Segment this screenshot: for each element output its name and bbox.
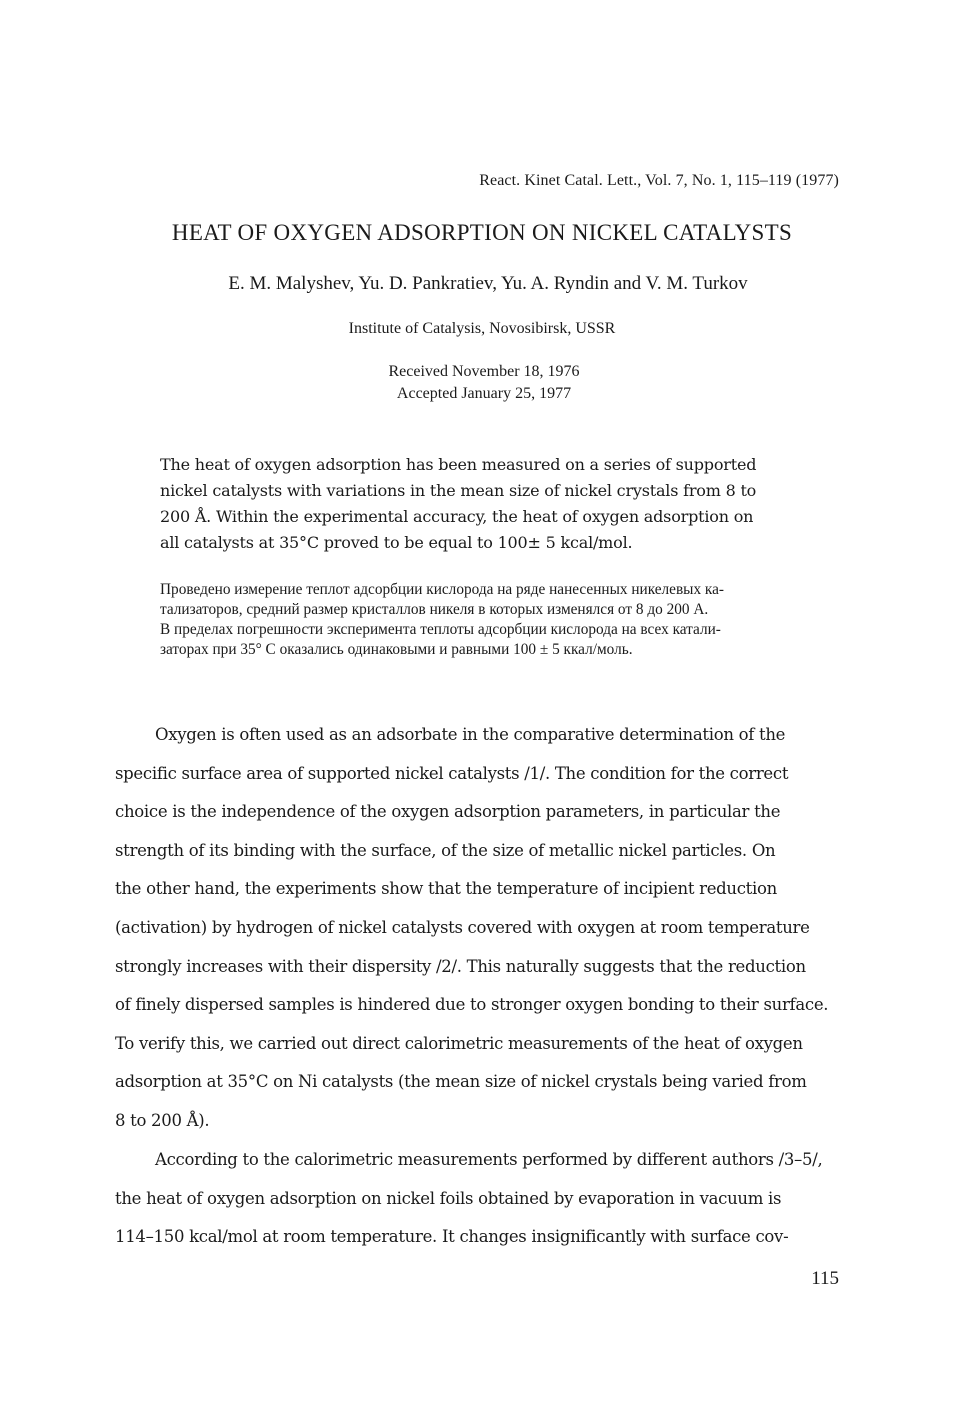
page-number: 115 — [811, 1268, 839, 1289]
text-line: choice is the independence of the oxygen adsorption parameters, in particular the — [115, 802, 781, 822]
text-line: 8 to 200 Å). — [115, 1110, 210, 1130]
abstract-english — [160, 452, 840, 556]
text-line: strength of its binding with the surface, of the size of metallic nickel particles. On — [115, 840, 776, 860]
abstract-line: nickel catalysts with variations in the mean size of nickel crystals from 8 to — [160, 481, 757, 500]
abstract-line: all catalysts at 35°C proved to be equal to 100± 5 kcal/mol. — [160, 533, 633, 552]
text-line: (activation) by hydrogen of nickel catalysts covered with oxygen at room temperature — [115, 917, 810, 937]
text-line: the other hand, the experiments show that the temperature of incipient reduction — [115, 879, 777, 899]
text-line: of finely dispersed samples is hindered due to stronger oxygen bonding to their surface. — [115, 995, 829, 1015]
body-paragraph-2 — [115, 1141, 875, 1257]
text-line: the heat of oxygen adsorption on nickel foils obtained by evaporation in vacuum is — [115, 1188, 782, 1208]
author-list: E. M. Malyshev, Yu. D. Pankratiev, Yu. A. Ryndin and V. M. Turkov — [228, 273, 748, 294]
body-paragraph-1 — [115, 716, 875, 1141]
submission-dates — [0, 361, 968, 405]
text-line: 114–150 kcal/mol at room temperature. It changes insignificantly with surface cov- — [115, 1227, 789, 1247]
abstract-line: тализаторов, средний размер кристаллов никеля в которых изменялся от 8 до 200 А. — [160, 601, 709, 618]
abstract-line: заторах при 35° С оказались одинаковыми и равными 100 ± 5 ккал/моль. — [160, 641, 633, 658]
abstract-line: 200 Å. Within the experimental accuracy, the heat of oxygen adsorption on — [160, 507, 754, 526]
received-date: Received November 18, 1976 — [388, 363, 580, 380]
text-line: To verify this, we carried out direct calorimetric measurements of the heat of oxygen — [115, 1033, 803, 1053]
text-line: According to the calorimetric measurements performed by different authors /3–5/, — [155, 1150, 823, 1169]
journal-reference: React. Kinet Catal. Lett., Vol. 7, No. 1, 115–119 (1977) — [479, 172, 839, 189]
text-line: adsorption at 35°C on Ni catalysts (the mean size of nickel crystals being varied from — [115, 1072, 807, 1092]
paper-title: HEAT OF OXYGEN ADSORPTION ON NICKEL CATALYSTS — [171, 220, 793, 245]
text-line: strongly increases with their dispersity /2/. This naturally suggests that the reduction — [115, 956, 806, 976]
abstract-russian — [160, 580, 850, 660]
abstract-line: Проведено измерение теплот адсорбции кислорода на ряде нанесенных никелевых ка- — [160, 581, 725, 598]
abstract-line: The heat of oxygen adsorption has been measured on a series of supported — [160, 455, 757, 474]
affiliation: Institute of Catalysis, Novosibirsk, USSR — [348, 320, 616, 337]
accepted-date: Accepted January 25, 1977 — [396, 385, 572, 402]
abstract-line: В пределах погрешности эксперимента теплоты адсорбции кислорода на всех катали- — [160, 621, 721, 638]
text-line: Oxygen is often used as an adsorbate in the comparative determination of the — [155, 725, 786, 744]
text-line: specific surface area of supported nickel catalysts /1/. The condition for the correct — [115, 763, 789, 783]
